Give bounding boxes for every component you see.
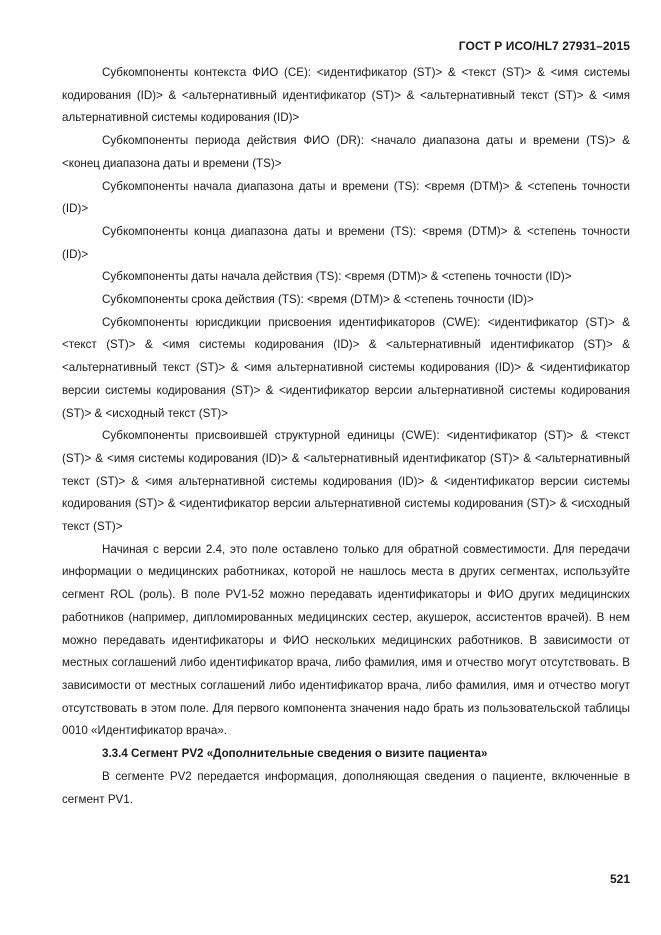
- paragraph-range-start-subcomponents: Субкомпоненты начала диапазона даты и времени (TS): <время (DTM)> & <степень точности (ID)>: [62, 179, 630, 216]
- paragraph-assigning-jurisdiction-subcomponents: Субкомпоненты юрисдикции присвоения идентификаторов (CWE): <идентификатор (ST)> & <текст (ST)> & <имя системы кодирования (ID)> & <альтернативный идентификатор (ST)> & <альтернативный текст (ST)> & <имя альтернативной системы кодирования (ID)> & <идентификатор версии системы кодирования (ST)> & <идентификатор версии альтернативной системы кодирования (ST)> & <исходный текст (ST)>: [62, 315, 630, 420]
- paragraph-assigning-department-subcomponents: Субкомпоненты присвоившей структурной единицы (CWE): <идентификатор (ST)> & <текст (ST)> & <имя системы кодирования (ID)> & <альтернативный идентификатор (ST)> & <альтернативный текст (ST)> & <имя альтернативной системы кодирования (ID)> & <идентификатор версии системы кодирования (ST)> & <идентификатор версии альтернативной системы кодирования (ST)> & <исходный текст (ST)>: [62, 429, 630, 534]
- page-content: [62, 62, 630, 811]
- section-heading-pv2: 3.3.4 Сегмент PV2 «Дополнительные сведения о визите пациента»: [102, 747, 488, 761]
- page-number: 521: [609, 872, 630, 886]
- paragraph-pv2-description: В сегменте PV2 передается информация, дополняющая сведения о пациенте, включенные в сегмент PV1.: [62, 769, 630, 806]
- paragraph-name-validity-period-subcomponents: Субкомпоненты периода действия ФИО (DR): <начало диапазона даты и времени (TS)> & <конец диапазона даты и времени (TS)>: [62, 134, 630, 170]
- paragraph-expiration-date-subcomponents: Субкомпоненты срока действия (TS): <время (DTM)> & <степень точности (ID)>: [102, 293, 534, 307]
- paragraph-range-end-subcomponents: Субкомпоненты конца диапазона даты и времени (TS): <время (DTM)> & <степень точности (ID)>: [62, 224, 630, 261]
- paragraph-effective-date-subcomponents: Субкомпоненты даты начала действия (TS): <время (DTM)> & <степень точности (ID)>: [102, 270, 572, 284]
- paragraph-backward-compatibility-note: Начиная с версии 2.4, это поле оставлено только для обратной совместимости. Для передачи информации о медицинских работниках, которой не нашлось места в других сегментах, используйте сегмент ROL (роль). В поле PV1-52 можно передавать идентификаторы и ФИО других медицинских работников (например, дипломированных медицинских сестер, акушерок, ассистентов врачей). В нем можно передавать идентификаторы и ФИО нескольких медицинских работников. В зависимости от местных соглашений либо идентификатор врача, либо фамилия, имя и отчество могут отсутствовать. В зависимости от местных соглашений либо идентификатор врача, либо фамилия, имя и отчество могут отсутствовать в этом поле. Для первого компонента значения надо брать из пользовательской таблицы 0010 «Идентификатор врача».: [62, 542, 630, 738]
- standard-header: ГОСТ Р ИСО/HL7 27931–2015: [458, 39, 630, 53]
- paragraph-name-context-subcomponents: Субкомпоненты контекста ФИО (CE): <идентификатор (ST)> & <текст (ST)> & <имя системы кодирования (ID)> & <альтернативный идентификатор (ST)> & <альтернативный текст (ST)> & <имя альтернативной системы кодирования (ID)>: [62, 66, 630, 125]
